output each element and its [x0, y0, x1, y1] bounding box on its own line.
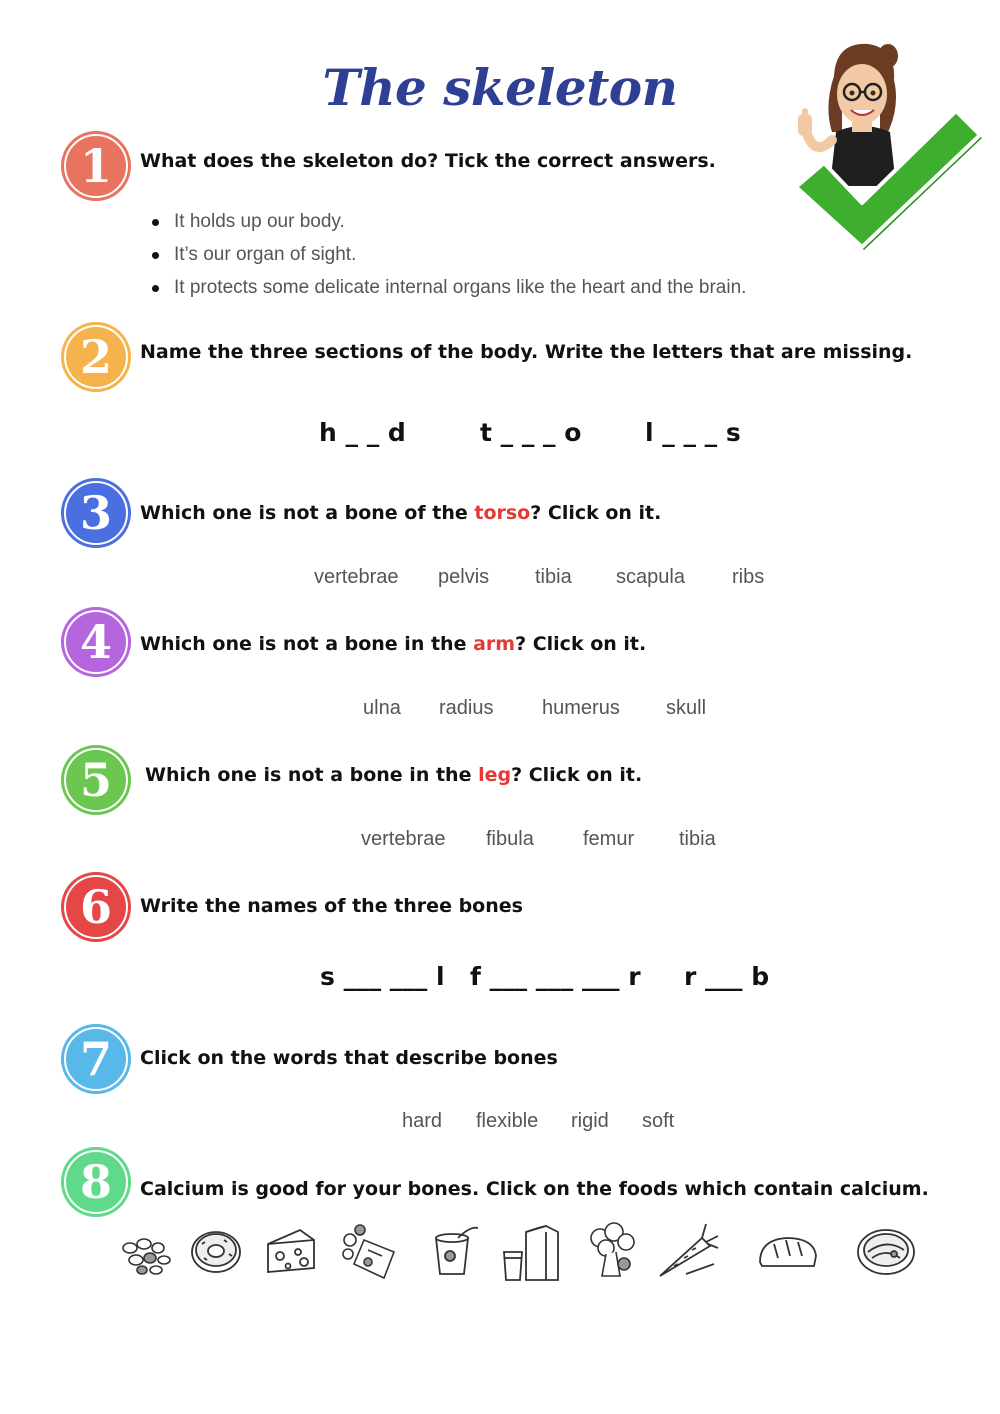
- check-icon: [790, 105, 985, 250]
- fish-icon[interactable]: [854, 1218, 918, 1282]
- badge-number: 1: [79, 139, 113, 193]
- bread-icon[interactable]: [756, 1218, 820, 1282]
- word-option[interactable]: tibia: [679, 828, 716, 850]
- question-4-pre: Which one is not a bone in the: [140, 633, 474, 655]
- word-option[interactable]: vertebrae: [361, 828, 446, 850]
- blank-word[interactable]: l _ _ _ s: [645, 418, 741, 447]
- badge-number: 8: [79, 1155, 113, 1209]
- word-option[interactable]: ribs: [732, 566, 765, 588]
- word-option[interactable]: scapula: [616, 566, 685, 588]
- sweets-icon[interactable]: [338, 1218, 402, 1282]
- badge-number: 5: [79, 753, 113, 807]
- word-option[interactable]: flexible: [476, 1110, 539, 1132]
- badge-number: 4: [79, 615, 113, 669]
- broccoli-icon[interactable]: [580, 1218, 644, 1282]
- question-3: [140, 502, 661, 524]
- word-option[interactable]: hard: [402, 1110, 443, 1132]
- question-5: [145, 764, 642, 786]
- page-title: The skeleton: [322, 58, 678, 117]
- blank-word[interactable]: s ___ ___ l: [320, 962, 445, 991]
- word-option[interactable]: radius: [439, 697, 494, 719]
- question-5-highlight: leg: [478, 764, 512, 786]
- question-8: Calcium is good for your bones. Click on the foods which contain calcium.: [140, 1178, 929, 1200]
- question-4-post: ? Click on it.: [515, 633, 647, 655]
- question-6: Write the names of the three bones: [140, 895, 523, 917]
- question-3-pre: Which one is not a bone of the: [140, 502, 475, 524]
- question-3-post: ? Click on it.: [530, 502, 662, 524]
- word-option[interactable]: rigid: [571, 1110, 609, 1132]
- q1-option[interactable]: It holds up our body.: [150, 205, 746, 238]
- number-badge-2: [59, 320, 133, 394]
- q1-option[interactable]: It protects some delicate internal organs like the heart and the brain.: [150, 271, 746, 304]
- carrot-icon[interactable]: [656, 1218, 720, 1282]
- question-1: What does the skeleton do? Tick the correct answers.: [140, 150, 716, 172]
- number-badge-4: [59, 605, 133, 679]
- word-option[interactable]: tibia: [535, 566, 572, 588]
- badge-number: 6: [79, 880, 113, 934]
- word-option[interactable]: pelvis: [438, 566, 490, 588]
- number-badge-3: [59, 476, 133, 550]
- question-7: Click on the words that describe bones: [140, 1047, 558, 1069]
- number-badge-7: [59, 1022, 133, 1096]
- nuts-icon[interactable]: [116, 1218, 180, 1282]
- q1-options: [150, 205, 746, 304]
- blank-word[interactable]: h _ _ d: [319, 418, 406, 447]
- q1-option[interactable]: It’s our organ of sight.: [150, 238, 746, 271]
- word-option[interactable]: ulna: [363, 697, 401, 719]
- word-option[interactable]: femur: [583, 828, 635, 850]
- question-4: [140, 633, 646, 655]
- yogurt-icon[interactable]: [420, 1218, 484, 1282]
- milk-icon[interactable]: [498, 1218, 562, 1282]
- badge-number: 2: [79, 330, 113, 384]
- question-2: Name the three sections of the body. Write the letters that are missing.: [140, 341, 913, 363]
- blank-word[interactable]: r ___ b: [684, 962, 770, 991]
- question-5-post: ? Click on it.: [511, 764, 643, 786]
- blank-word[interactable]: t _ _ _ o: [480, 418, 582, 447]
- number-badge-6: [59, 870, 133, 944]
- number-badge-5: [59, 743, 133, 817]
- question-5-pre: Which one is not a bone in the: [145, 764, 479, 786]
- number-badge-8: [59, 1145, 133, 1219]
- number-badge-1: [59, 129, 133, 203]
- question-3-highlight: torso: [474, 502, 531, 524]
- word-option[interactable]: skull: [666, 697, 707, 719]
- word-option[interactable]: vertebrae: [314, 566, 399, 588]
- word-option[interactable]: humerus: [542, 697, 620, 719]
- blank-word[interactable]: f ___ ___ ___ r: [470, 962, 641, 991]
- question-4-highlight: arm: [473, 633, 516, 655]
- cheese-icon[interactable]: [258, 1218, 322, 1282]
- word-option[interactable]: fibula: [486, 828, 534, 850]
- badge-number: 3: [79, 486, 113, 540]
- badge-number: 7: [79, 1032, 113, 1086]
- donut-icon[interactable]: [184, 1218, 248, 1282]
- word-option[interactable]: soft: [642, 1110, 675, 1132]
